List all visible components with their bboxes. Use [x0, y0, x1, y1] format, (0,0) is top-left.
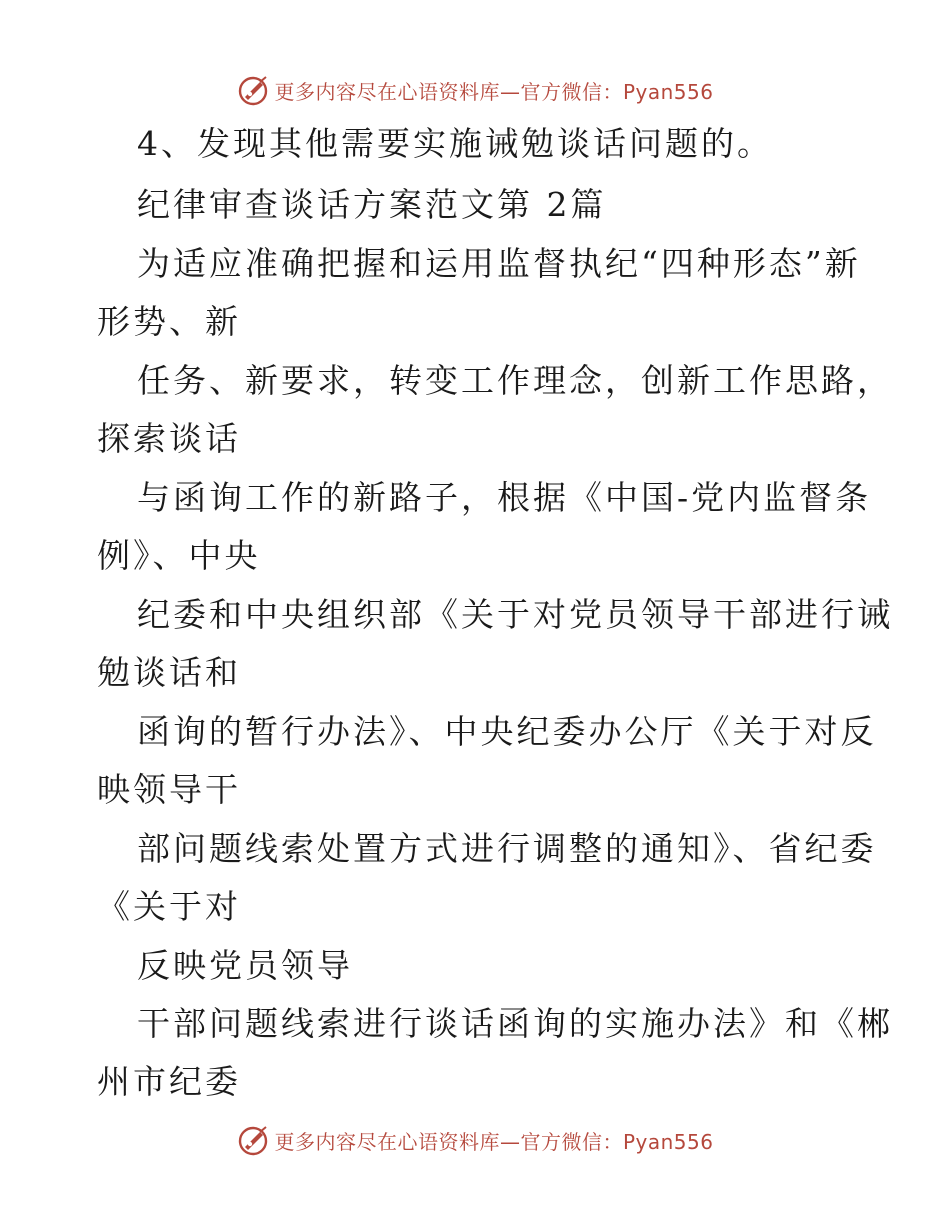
footer-banner-text: 更多内容尽在心语资料库—官方微信：Pyan556	[274, 1129, 714, 1154]
body-line: 纪委和中央组织部《关于对党员领导干部进行诫	[137, 595, 893, 634]
body-line: 与函询工作的新路子，根据《中国-党内监督条	[137, 478, 872, 517]
body-line: 探索谈话	[97, 419, 241, 458]
body-line: 例》、中央	[97, 536, 261, 575]
body-line: 部问题线索处置方式进行调整的通知》、省纪委	[137, 829, 877, 868]
body-line: 4、发现其他需要实施诫勉谈话问题的。	[137, 124, 773, 163]
body-line: 干部问题线索进行谈话函询的实施办法》和《郴	[137, 1004, 893, 1043]
body-line: 映领导干	[97, 770, 241, 809]
body-line: 《关于对	[97, 887, 241, 926]
body-line: 勉谈话和	[97, 653, 241, 692]
body-line: 为适应准确把握和运用监督执纪“四种形态”新	[137, 244, 861, 283]
header-banner-text: 更多内容尽在心语资料库—官方微信：Pyan556	[274, 79, 714, 104]
quill-seal-logo-icon	[236, 1123, 270, 1157]
body-line: 反映党员领导	[137, 946, 353, 985]
body-line: 形势、新	[97, 302, 241, 341]
header-banner	[0, 70, 950, 110]
body-line: 任务、新要求，转变工作理念，创新工作思路，	[137, 361, 893, 400]
body-line: 函询的暂行办法》、中央纪委办公厅《关于对反	[137, 712, 877, 751]
body-line: 州市纪委	[97, 1062, 241, 1101]
footer-banner	[0, 1120, 950, 1160]
section-heading: 纪律审查谈话方案范文第 2篇	[137, 185, 607, 224]
quill-seal-logo-icon	[236, 73, 270, 107]
